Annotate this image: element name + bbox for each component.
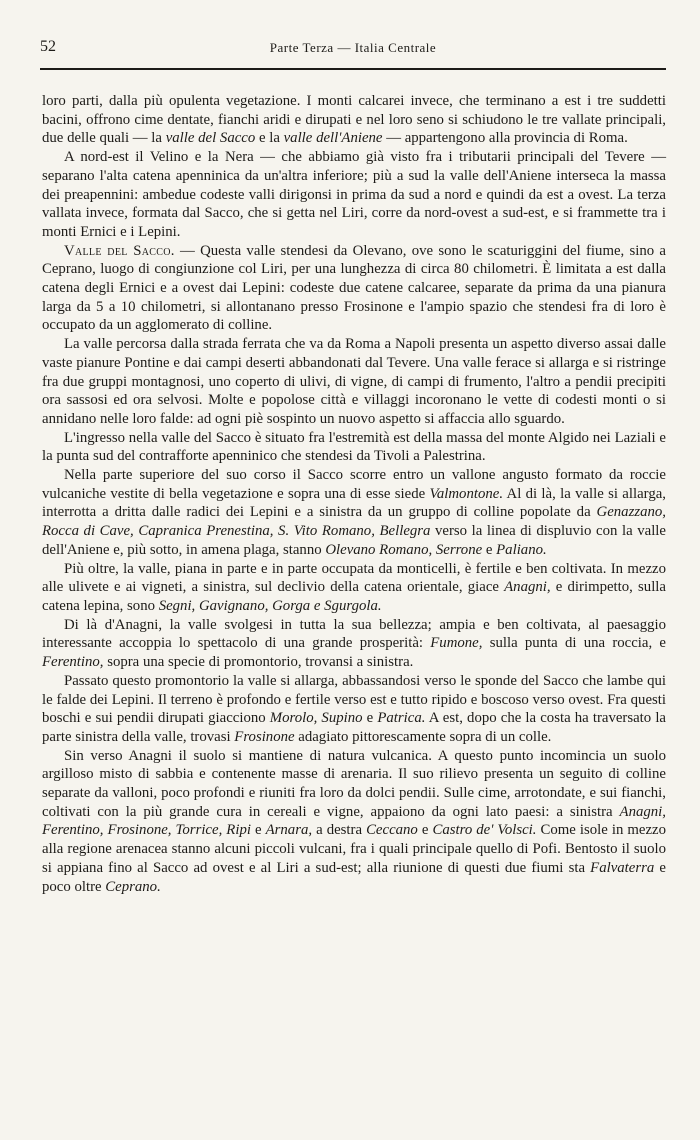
paragraph-5 bbox=[42, 429, 666, 466]
paragraph-2 bbox=[42, 148, 666, 242]
text-run: Sin verso Anagni il suolo si mantiene di natura vulcanica. A questo punto incomincia un suolo argilloso misto di sabbia e contenente masse di arenaria. Il suo rilievo presenta un seguito di colline separate da valloni, poco profondi e riuniti fra loro da dolci pendii. Sulle cime, arrotondate, e sui fianchi, coltivati con la più grande cura in cereali e vigne, appaiono da ogni lato paesi: a sinistra bbox=[42, 747, 666, 820]
text-run: e la bbox=[255, 130, 284, 147]
place-name: Genazzano, Rocca di Cave, Capranica Prenestina, S. Vito Romano, Bellegra bbox=[42, 504, 666, 540]
running-title: Parte Terza — Italia Centrale bbox=[269, 40, 437, 55]
paragraph-1 bbox=[42, 92, 666, 148]
text-run: e bbox=[362, 710, 378, 727]
place-name: Castro de' Volsci. bbox=[432, 822, 537, 839]
text-run: a destra bbox=[312, 822, 367, 839]
paragraph-6 bbox=[42, 466, 666, 560]
paragraph-4 bbox=[42, 335, 666, 429]
paragraph-3 bbox=[42, 242, 666, 336]
text-run: L'ingresso nella valle del Sacco è situato fra l'estremità est della massa del monte Algido nei Laziali e la punta sud del contrafforte apenninico che stendesi da Tivoli a Palestrina. bbox=[42, 429, 666, 465]
text-run: Più oltre, la valle, piana in parte e in parte occupata da monticelli, è fertile e ben coltivata. In mezzo alle ulivete e ai vigneti, a sinistra, sul declivio della catena orientale, giace bbox=[42, 560, 666, 596]
text-run: e bbox=[482, 541, 497, 558]
place-name: Fumone, bbox=[430, 635, 483, 652]
place-name: Ceprano. bbox=[105, 878, 161, 895]
place-name: Anagni, Ferentino, Frosinone, Torrice, Ripi bbox=[42, 803, 666, 839]
place-name: Frosinone bbox=[234, 728, 295, 745]
place-name: Ferentino, bbox=[42, 654, 104, 671]
page-header bbox=[40, 38, 666, 58]
paragraph-7 bbox=[42, 560, 666, 616]
text-run: e dirimpetto, sulla catena lepina, sono bbox=[42, 579, 666, 614]
place-name: Patrica. bbox=[377, 710, 426, 727]
place-name: valle dell'Aniene bbox=[283, 130, 383, 147]
text-run: Nella parte superiore del suo corso il Sacco scorre entro un vallone angusto formato da roccie vulcaniche vestite di bella vegetazione e sopra una di esse siede bbox=[42, 467, 666, 502]
text-run: verso la linea di displuvio con la valle dell'Aniene e, più sotto, in amena plaga, stanno bbox=[42, 523, 666, 558]
text-run: — Questa valle stendesi da Olevano, ove sono le scaturiggini del fiume, sino a Ceprano, luogo di congiunzione col Liri, per una lunghezza di circa 80 chilometri. È limitata a est dalla catena degli Ernici e a ovest dai Lepini: codeste due catene calcaree, separate da prima da una pianura larga da 5 a 10 chilometri, si allontanano presso Frosinone e l'ampio spazio che stendesi fra di loro è occupato da un agglomerato di colline. bbox=[42, 242, 666, 334]
text-run: La valle percorsa dalla strada ferrata che va da Roma a Napoli presenta un aspetto diverso assai dalle vaste pianure Pontine e dai campi deserti abbandonati dal Tevere. Una valle ferace si allarga e si ristringe fra due gruppi montagnosi, uno coperto di ulivi, di vigne, di campi di frumento, l'altro a pendii precipiti ora sassosi ed ora selvosi. Molte e popolose città e villaggi incoronano le vette di codesti monti o si annidano nelle loro falde: ad ogni piè sospinto un nuovo aspetto si affaccia allo sguardo. bbox=[42, 336, 666, 427]
body-text bbox=[42, 92, 666, 896]
text-run: sulla punta di una roccia, e bbox=[482, 635, 666, 652]
place-name: Arnara, bbox=[265, 822, 313, 839]
text-run: A nord-est il Velino e la Nera — che abbiamo già visto fra i tributarii principali del Tevere — separano l'alta catena apenninica da un'altra inferiore; più a sud la valle dell'Aniene interseca la massa dei preapennini: ambedue codeste valli dirigonsi in prima da sud a nord e quindi da est a ovest. La terza vallata invece, formata dal Sacco, che si getta nel Liri, corre da nord-ovest a sud-est, e si frammette tra i monti Ernici e i Lepini. bbox=[42, 149, 666, 240]
place-name: Olevano Romano, Serrone bbox=[325, 541, 483, 558]
paragraph-10 bbox=[42, 747, 666, 897]
place-name: Anagni, bbox=[504, 579, 551, 596]
page-number: 52 bbox=[40, 38, 56, 55]
text-run: e bbox=[417, 822, 433, 839]
paragraph-8 bbox=[42, 616, 666, 672]
text-run: Al di là, la valle si allarga, interrotta a dritta dalle radici dei Lepini e a sinistra da un gruppo di colline popolate da bbox=[42, 485, 666, 521]
place-name: Valmontone. bbox=[429, 485, 504, 502]
place-name: Segni, Gavignano, Gorga e Sgurgola. bbox=[158, 597, 382, 614]
place-name: valle del Sacco bbox=[165, 130, 256, 147]
place-name: Falvaterra bbox=[590, 859, 655, 876]
text-run: Di là d'Anagni, la valle svolgesi in tutta la sua bellezza; ampia e ben coltivata, al paesaggio interessante accoppia lo spettacolo di una grande prosperità: bbox=[42, 616, 666, 652]
text-run: Come isole in mezzo alla regione arenacea stanno alcuni piccoli vulcani, fra i quali principale quello di Pofi. Bentosto il suolo si appiana fino al Sacco ad ovest e al Liri a sud-est; alla riunione di questi due fiumi sta bbox=[42, 822, 667, 876]
text-run: A est, dopo che la costa ha traversato la parte sinistra della valle, trovasi bbox=[42, 710, 666, 745]
place-name: Paliano. bbox=[496, 541, 547, 558]
text-run: Passato questo promontorio la valle si allarga, abbassandosi verso le sponde del Sacco che lambe qui le falde dei Lepini. Il terreno è profondo e fertile verso est e tutto ripido e boscoso verso ovest. Fra questi boschi e sui pendii dirupati giacciono bbox=[42, 672, 666, 727]
text-run: e bbox=[250, 822, 266, 839]
text-run: — appartengono alla provincia di Roma. bbox=[382, 130, 628, 147]
header-rule bbox=[40, 68, 666, 70]
text-run: sopra una specie di promontorio, trovansi a sinistra. bbox=[103, 654, 414, 671]
text-run: e poco oltre bbox=[42, 859, 666, 895]
text-run: loro parti, dalla più opulenta vegetazione. I monti calcarei invece, che terminano a est i tre suddetti bacini, offrono cime dentate, fianchi aridi e dirupati e nel loro seno si schiudono le tre vallate principali, due delle quali — la bbox=[42, 93, 666, 147]
paragraph-9 bbox=[42, 672, 666, 747]
section-heading: Valle del Sacco. bbox=[64, 242, 175, 259]
place-name: Ceccano bbox=[366, 822, 418, 839]
text-run: adagiato pittorescamente sopra di un colle. bbox=[294, 728, 552, 745]
place-name: Morolo, Supino bbox=[269, 710, 363, 727]
